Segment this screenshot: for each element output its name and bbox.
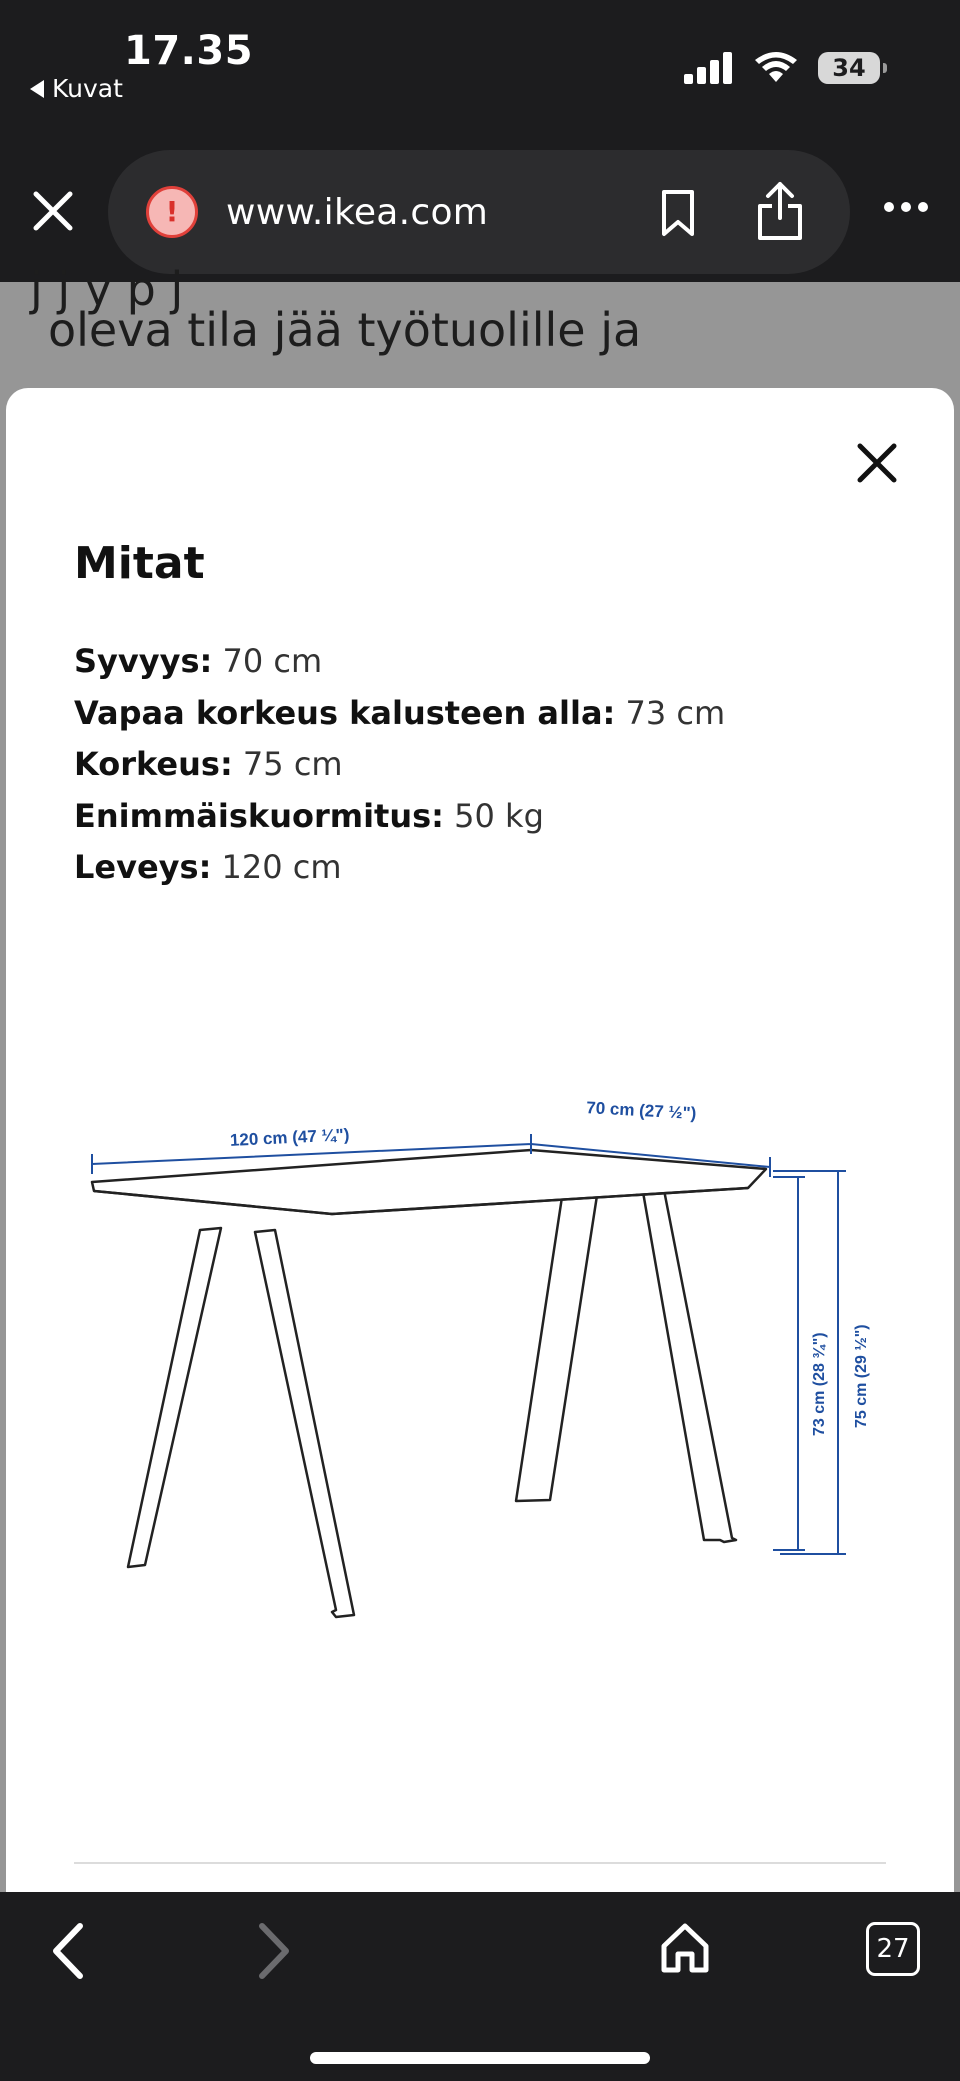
- spec-row: [74, 842, 725, 894]
- status-icons: [684, 52, 880, 84]
- spec-value: 70 cm: [212, 642, 323, 680]
- modal-close-icon[interactable]: [854, 440, 900, 486]
- dimensions-list: [74, 636, 725, 894]
- depth-dimension-label: 70 cm (27 ½"): [585, 1098, 697, 1123]
- width-dimension-label: 120 cm (47 ¼"): [229, 1125, 350, 1150]
- clearance-dimension-label: 73 cm (28 ¾"): [811, 1332, 828, 1436]
- spec-value: 73 cm: [615, 693, 726, 732]
- warning-icon[interactable]: !: [146, 186, 198, 238]
- browser-toolbar: [0, 140, 960, 282]
- more-icon[interactable]: [884, 200, 928, 214]
- back-icon[interactable]: [48, 1922, 88, 1980]
- spec-row: [74, 636, 725, 688]
- back-to-app-link[interactable]: [30, 74, 123, 103]
- modal-title: Mitat: [74, 538, 205, 589]
- share-icon[interactable]: [754, 180, 806, 242]
- spec-label: Korkeus:: [74, 745, 233, 783]
- back-triangle-icon: [30, 80, 44, 98]
- spec-value: 75 cm: [232, 745, 343, 783]
- battery-indicator: 34: [818, 52, 880, 84]
- spec-label: Leveys:: [74, 848, 212, 886]
- bookmark-icon[interactable]: [656, 188, 700, 238]
- url-text: www.ikea.com: [226, 192, 489, 233]
- close-icon[interactable]: [28, 186, 78, 236]
- spec-label: Vapaa korkeus kalusteen alla:: [74, 693, 616, 732]
- spec-row: [74, 791, 725, 843]
- table-outline: [92, 1150, 766, 1617]
- address-bar[interactable]: [108, 150, 850, 274]
- spec-value: 50 kg: [443, 796, 544, 835]
- background-text-cut: j j y p j: [30, 262, 184, 316]
- forward-icon[interactable]: [254, 1922, 294, 1980]
- tabs-icon[interactable]: 27: [866, 1922, 920, 1976]
- wifi-icon: [754, 52, 798, 84]
- spec-value: 120 cm: [211, 848, 342, 886]
- height-dimension-label: 75 cm (29 ½"): [853, 1324, 870, 1428]
- background-text: oleva tila jää työtuolille ja: [48, 303, 642, 357]
- home-indicator: [310, 2052, 650, 2064]
- status-bar: [0, 0, 960, 140]
- home-icon[interactable]: [660, 1922, 710, 1974]
- section-divider: [74, 1862, 886, 1864]
- spec-row: [74, 739, 725, 791]
- spec-label: Syvyys:: [74, 642, 213, 680]
- clock: 17.35: [124, 28, 254, 74]
- table-dimension-drawing: [80, 1070, 900, 1630]
- back-app-label: Kuvat: [52, 74, 123, 103]
- spec-row: [74, 688, 725, 740]
- spec-label: Enimmäiskuormitus:: [74, 796, 444, 835]
- cellular-signal-icon: [684, 52, 734, 84]
